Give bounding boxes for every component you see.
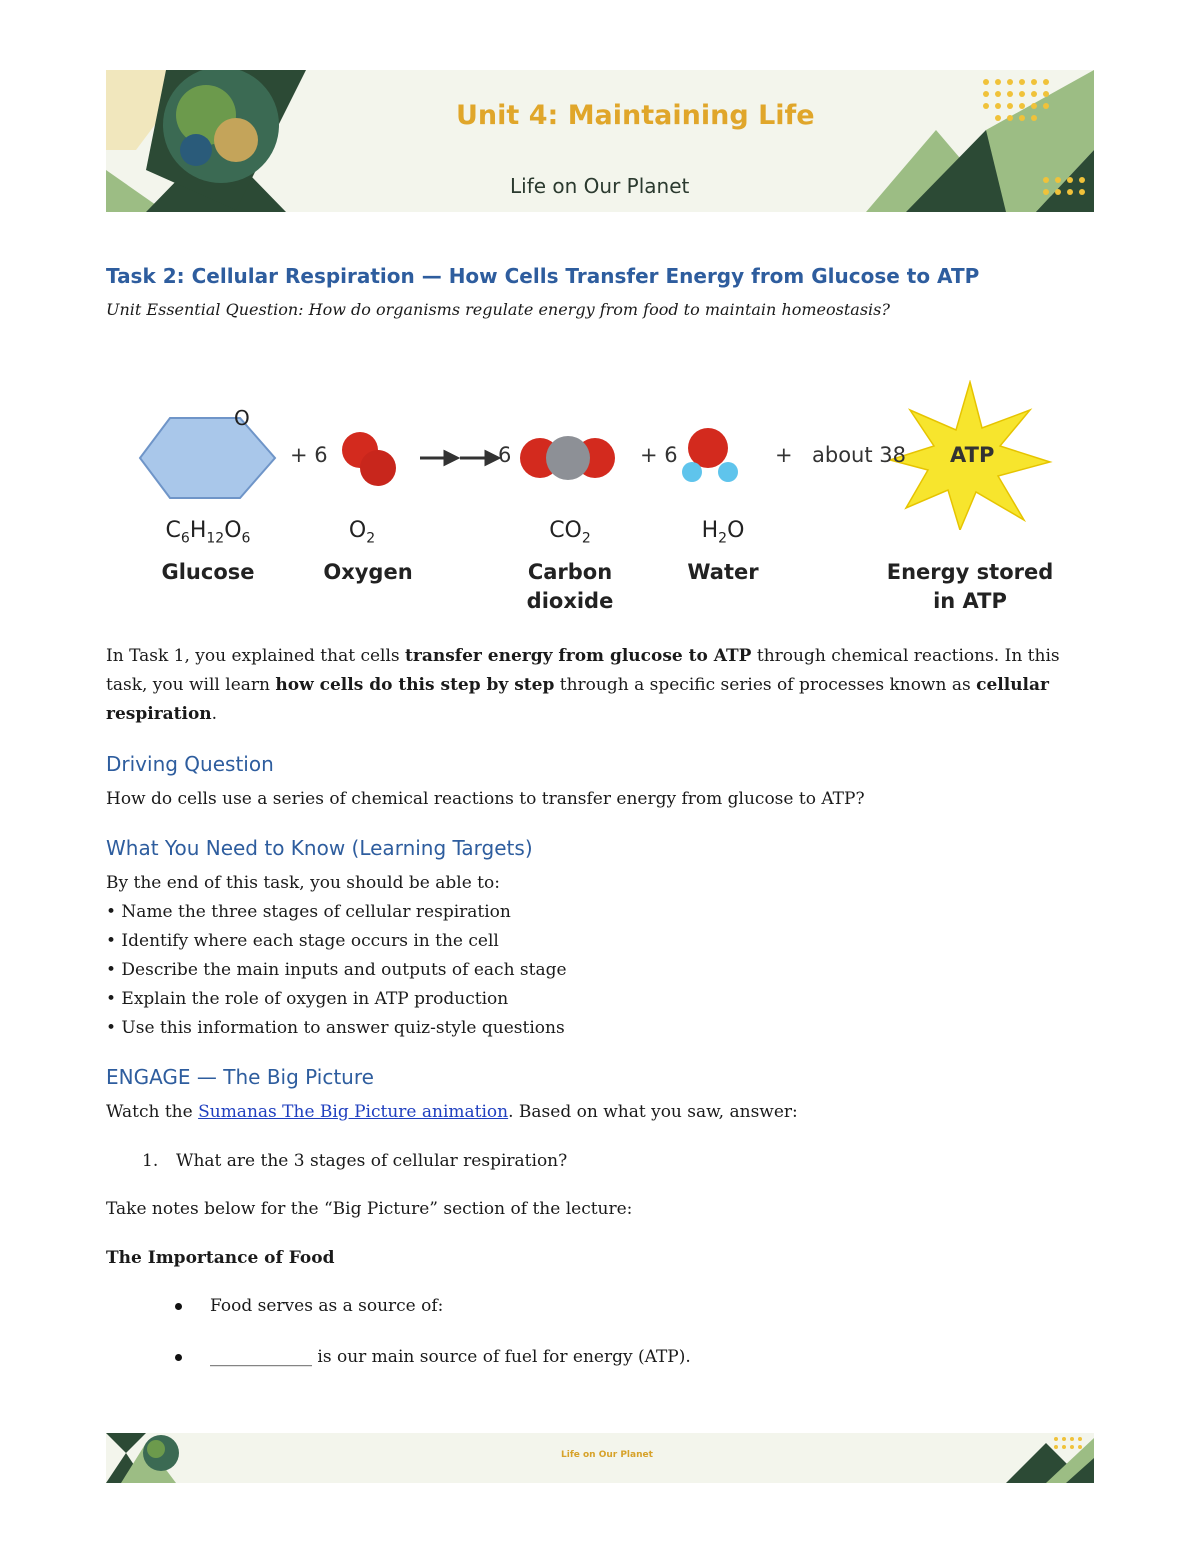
learning-target-item: • Describe the main inputs and outputs of each stage: [106, 960, 567, 980]
learning-targets-list: [106, 869, 567, 1043]
learning-targets-lead: By the end of this task, you should be able to:: [106, 873, 500, 893]
glucose-hexagon: [140, 418, 275, 498]
glucose-ring-o: O: [234, 406, 250, 430]
co2-molecule: [520, 436, 615, 480]
oxygen-molecule: [342, 432, 396, 486]
learning-target-item: • Explain the role of oxygen in ATP production: [106, 989, 509, 1009]
unit-title: Unit 4: Maintaining Life: [456, 100, 815, 131]
engage-heading: ENGAGE — The Big Picture: [106, 1065, 374, 1089]
co2-coefficient: 6: [498, 443, 512, 467]
reaction-arrows: [420, 452, 498, 464]
learning-target-item: • Use this information to answer quiz-style questions: [106, 1018, 565, 1038]
intro-paragraph: In Task 1, you explained that cells transfer energy from glucose to ATP through chemical reactions. In this task, you will learn how cells do this step by step through a specific series of processes known as cellular respiration.: [106, 646, 1060, 724]
about-38-label: about 38: [812, 443, 906, 467]
co2-name: Carbon dioxide: [526, 560, 614, 613]
respiration-equation-diagram: [130, 380, 1070, 620]
driving-question-text: How do cells use a series of chemical reactions to transfer energy from glucose to ATP?: [106, 789, 865, 809]
header-banner: [106, 70, 1094, 212]
co2-formula: $CO_2$: [549, 518, 591, 547]
bullet-icon: [175, 1303, 182, 1310]
equation-graphic: [130, 380, 1070, 530]
oxygen-name: Oxygen: [323, 560, 413, 584]
importance-of-food-heading: The Importance of Food: [106, 1248, 335, 1268]
essential-question: Unit Essential Question: How do organisms regulate energy from food to maintain homeostasis?: [106, 300, 890, 319]
plus-sign: +: [775, 443, 793, 467]
learning-targets-heading: What You Need to Know (Learning Targets): [106, 836, 533, 860]
sumanas-animation-link[interactable]: Sumanas The Big Picture animation: [198, 1102, 509, 1122]
water-name: Water: [687, 560, 759, 584]
fill-in-blank[interactable]: ____________: [210, 1347, 312, 1367]
food-bullet-1: Food serves as a source of:: [175, 1292, 443, 1321]
energy-name: Energy stored in ATP: [886, 560, 1054, 613]
footer-banner: [106, 1433, 1094, 1483]
learning-target-item: • Identify where each stage occurs in the cell: [106, 931, 499, 951]
task-title: Task 2: Cellular Respiration — How Cells Transfer Energy from Glucose to ATP: [106, 264, 980, 288]
footer-text: Life on Our Planet: [561, 1450, 653, 1460]
atp-label: ATP: [950, 443, 995, 467]
water-molecule: [682, 428, 738, 482]
watch-instruction: Watch the Sumanas The Big Picture animation. Based on what you saw, answer:: [106, 1102, 798, 1122]
bullet-icon: [175, 1354, 182, 1361]
unit-subtitle: Life on Our Planet: [510, 174, 690, 198]
plus-six-water: + 6: [640, 443, 678, 467]
glucose-name: Glucose: [161, 560, 255, 584]
notes-instruction: Take notes below for the “Big Picture” section of the lecture:: [106, 1199, 633, 1219]
food-bullet-2: ____________ is our main source of fuel for energy (ATP).: [175, 1343, 691, 1372]
driving-question-heading: Driving Question: [106, 752, 274, 776]
glucose-formula: $C_6H_{12}O_6$: [165, 518, 251, 547]
question-1: 1. What are the 3 stages of cellular respiration?: [142, 1151, 568, 1171]
learning-target-item: • Name the three stages of cellular respiration: [106, 902, 511, 922]
plus-six-oxygen: + 6: [290, 443, 328, 467]
oxygen-formula: $O_2$: [348, 518, 376, 547]
water-formula: $H_2O$: [701, 518, 745, 547]
